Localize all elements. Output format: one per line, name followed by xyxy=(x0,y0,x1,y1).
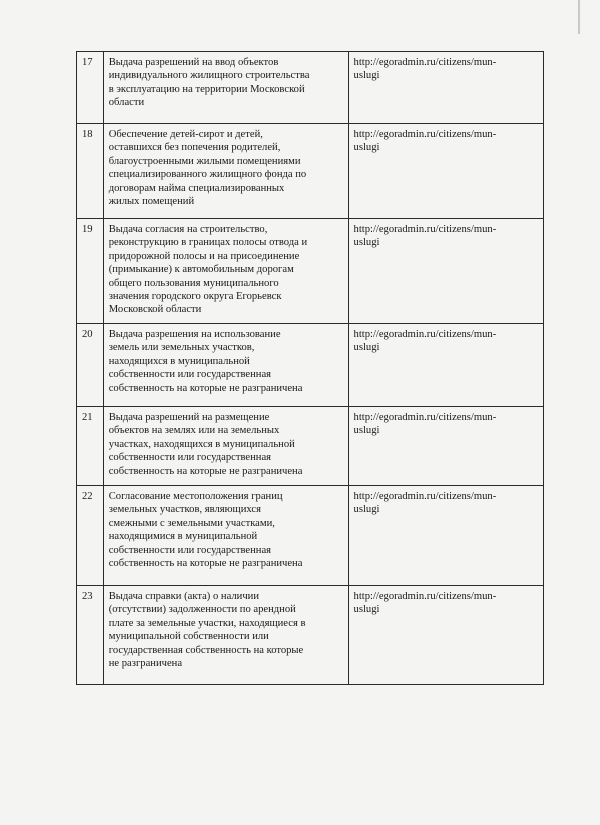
row-number: 17 xyxy=(77,52,104,124)
row-number: 18 xyxy=(77,124,104,219)
service-link[interactable]: http://egoradmin.ru/citizens/mun- uslugi xyxy=(348,324,543,407)
service-link[interactable]: http://egoradmin.ru/citizens/mun- uslugi xyxy=(348,407,543,486)
service-link[interactable]: http://egoradmin.ru/citizens/mun- uslugi xyxy=(348,124,543,219)
service-link[interactable]: http://egoradmin.ru/citizens/mun- uslugi xyxy=(348,219,543,324)
service-link[interactable]: http://egoradmin.ru/citizens/mun- uslugi xyxy=(348,52,543,124)
table-row xyxy=(77,52,544,124)
row-number: 22 xyxy=(77,486,104,586)
service-link[interactable]: http://egoradmin.ru/citizens/mun- uslugi xyxy=(348,486,543,586)
service-name: Выдача разрешений на ввод объектов индивидуального жилищного строительства в эксплуатацию на территории Московской области xyxy=(103,52,348,124)
service-name: Выдача справки (акта) о наличии (отсутствии) задолженности по арендной плате за земельные участки, находящиеся в муниципальной собственности или государственная собственность на которые не разграничена xyxy=(103,586,348,685)
table-row xyxy=(77,124,544,219)
service-name: Выдача согласия на строительство, реконструкцию в границах полосы отвода и придорожной полосы и на присоединение (примыкание) к автомобильным дорогам общего пользования муниципального значения городского округа Егорьевск Московской области xyxy=(103,219,348,324)
service-link[interactable]: http://egoradmin.ru/citizens/mun- uslugi xyxy=(348,586,543,685)
service-name: Выдача разрешения на использование земель или земельных участков, находящихся в муниципальной собственности или государственная собственность на которые не разграничена xyxy=(103,324,348,407)
table-row xyxy=(77,407,544,486)
table-row xyxy=(77,324,544,407)
table-row xyxy=(77,486,544,586)
table-row xyxy=(77,219,544,324)
row-number: 21 xyxy=(77,407,104,486)
service-name: Выдача разрешений на размещение объектов на землях или на земельных участках, находящихся в муниципальной собственности или государственная собственность на которые не разграничена xyxy=(103,407,348,486)
row-number: 20 xyxy=(77,324,104,407)
scan-edge-mark xyxy=(578,0,580,34)
table-row xyxy=(77,586,544,685)
services-table xyxy=(76,51,544,685)
service-name: Обеспечение детей-сирот и детей, оставшихся без попечения родителей, благоустроенными жилыми помещениями специализированного жилищного фонда по договорам найма специализированных жилых помещений xyxy=(103,124,348,219)
service-name: Согласование местоположения границ земельных участков, являющихся смежными с земельными участками, находящимися в муниципальной собственности или государственная собственность на которые не разграничена xyxy=(103,486,348,586)
row-number: 19 xyxy=(77,219,104,324)
row-number: 23 xyxy=(77,586,104,685)
